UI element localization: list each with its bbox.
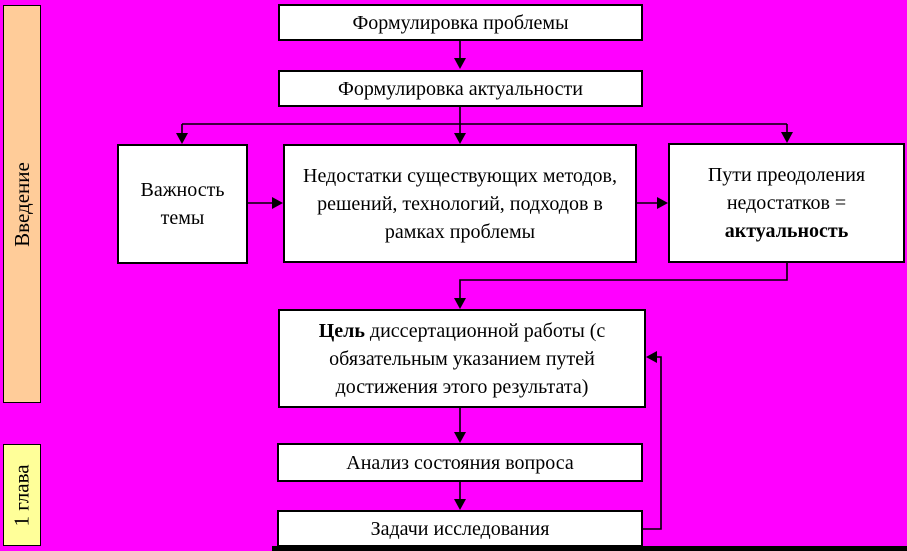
node-existing-shortcomings <box>283 144 637 263</box>
node-ways-bold-actuality: актуальность <box>724 220 849 242</box>
node-existing-shortcomings-label: Недостатки существующих методов, решений, технологий, подходов в рамках проблемы <box>303 164 617 243</box>
sidebar-stage-introduction-label: Введение <box>9 161 34 247</box>
node-research-tasks-label: Задачи исследования <box>370 517 550 540</box>
node-problem-formulation <box>278 4 643 41</box>
node-problem-formulation-label: Формулировка проблемы <box>352 11 569 34</box>
sidebar-stage-chapter1-label: 1 глава <box>9 463 34 527</box>
node-ways-to-overcome <box>668 143 905 263</box>
node-dissertation-goal-label: Цель диссертационной работы (с обязательным указанием путей достижения этого результата) <box>318 319 606 398</box>
node-research-tasks <box>277 510 643 547</box>
node-state-analysis <box>277 443 643 482</box>
node-dissertation-goal <box>278 309 646 408</box>
node-ways-to-overcome-label: Пути преодоления недостатков = актуальность <box>707 164 866 242</box>
node-state-analysis-label: Анализ состояния вопроса <box>346 451 574 474</box>
sidebar-stage-introduction <box>3 5 41 403</box>
sidebar-stage-chapter1 <box>3 444 41 546</box>
node-topic-importance <box>117 144 248 264</box>
node-actuality-formulation <box>278 70 643 107</box>
node-goal-bold-word: Цель <box>318 319 365 342</box>
node-topic-importance-label: Важность темы <box>140 179 225 229</box>
node-actuality-formulation-label: Формулировка актуальности <box>338 77 583 100</box>
bottom-edge-strip <box>272 546 907 551</box>
